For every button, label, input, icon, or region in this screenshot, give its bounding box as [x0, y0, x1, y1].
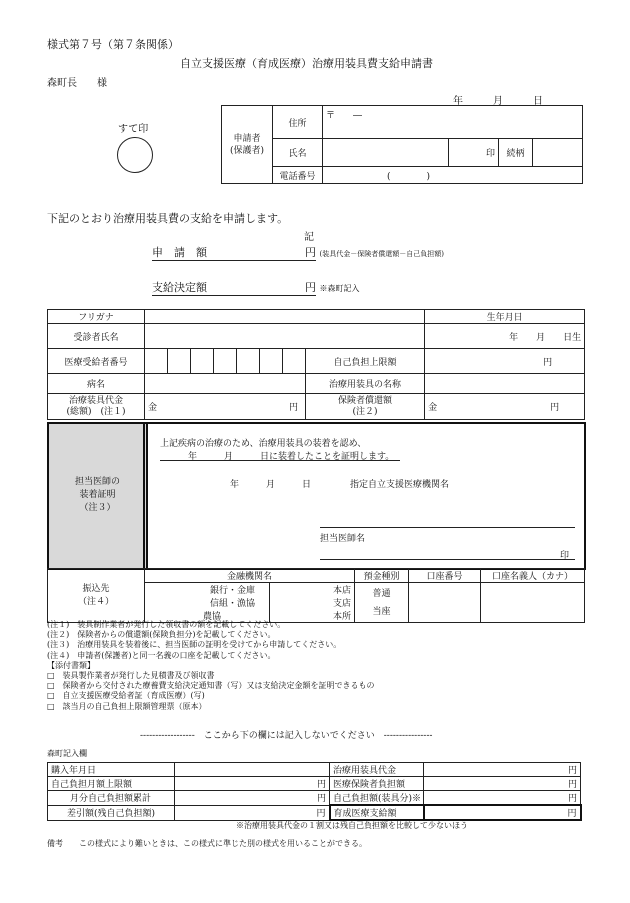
device-cost-kin: 金	[148, 403, 158, 413]
decided-amount-unit: 円	[305, 281, 316, 294]
attachment-item[interactable]: □ 自立支援医療受給者証（育成医療）(写)	[47, 691, 205, 701]
bank-branch-row3[interactable]: 本所	[270, 609, 355, 623]
bank-table	[47, 568, 585, 623]
stamp-circle[interactable]	[117, 137, 153, 173]
phone-label: 電話番号	[273, 167, 323, 184]
monthly-total-field[interactable]: 円	[175, 791, 330, 806]
address-label: 住所	[273, 106, 323, 139]
recipient-digit[interactable]	[168, 349, 191, 374]
disease-field[interactable]	[145, 374, 306, 394]
bank-type-toza[interactable]: 当座	[372, 606, 391, 617]
cert-date[interactable]: 年 月 日	[230, 480, 312, 490]
office-device-cost-field[interactable]: 円	[424, 763, 581, 777]
application-date[interactable]: 年 月 日	[453, 96, 543, 107]
recipient-digit[interactable]	[260, 349, 283, 374]
address-field[interactable]	[323, 106, 583, 139]
insurer-refund-kin: 金	[428, 403, 438, 413]
recipient-number-label: 医療受給者番号	[48, 349, 145, 374]
note-4: (注４) 申請者(保護者)と同一名義の口座を記載してください。	[47, 650, 276, 660]
name-label: 氏名	[273, 139, 323, 167]
phone-field[interactable]	[323, 167, 583, 184]
bank-label: 振込先 （注４）	[48, 569, 145, 623]
attachment-item[interactable]: □ 保険者から交付された療養費支給決定通知書（写）又は支給決定金額を証明できるもの	[47, 681, 375, 691]
request-amount-row	[152, 244, 444, 261]
office-copay-limit-field[interactable]: 円	[175, 777, 330, 791]
attachment-item[interactable]: □ 装具製作業者が発行した見積書及び領収書	[47, 671, 215, 681]
birthdate-label: 生年月日	[425, 310, 585, 324]
recipient-digit[interactable]	[283, 349, 306, 374]
birthdate-field[interactable]: 年 月 日生	[425, 324, 585, 349]
bank-account-header: 口座番号	[409, 569, 481, 583]
patient-name-field[interactable]	[145, 324, 425, 349]
bank-inst-row1[interactable]: 銀行・金庫	[145, 583, 270, 597]
bank-inst-row2[interactable]: 信組・漁協	[145, 596, 270, 609]
institution-label: 指定自立支援医療機関名	[350, 480, 450, 490]
doctor-cert-text1: 上記疾病の治療のため、治療用装具の装着を認め、	[160, 439, 367, 449]
addressee: 森町長 様	[47, 78, 107, 89]
note-2: (注２) 保険者からの償還額(保険負担分)を記載してください。	[47, 630, 276, 640]
doctor-cert-label-box	[47, 422, 148, 570]
postal-mark: 〒 ―	[326, 111, 363, 121]
page-title: 自立支援医療（育成医療）治療用装具費支給申請書	[180, 57, 433, 70]
patient-name-label: 受診者氏名	[48, 324, 145, 349]
purchase-date-field[interactable]	[175, 763, 330, 777]
request-amount-unit: 円	[305, 246, 316, 259]
device-name-label: 治療用装具の名称	[306, 374, 425, 394]
separator-line: ------------------ ここから下の欄には記入しないでください ----------------	[140, 731, 433, 741]
doctor-cert-text2: 年 月 日に装着したことを証明します。	[188, 452, 395, 462]
request-amount-field[interactable]	[152, 244, 316, 261]
device-cost-yen: 円	[288, 403, 298, 413]
request-amount-note: (装具代金－保険者償還額－自己負担額)	[319, 250, 444, 258]
bank-type-cell[interactable]	[355, 583, 409, 623]
insurer-refund-yen: 円	[550, 403, 560, 413]
phone-value: ( )	[387, 171, 431, 182]
decided-amount-note: ※森町記入	[319, 284, 360, 293]
note-3: (注３) 治療用装具を装着後に、担当医師の証明を受けてから申請してください。	[47, 640, 342, 650]
self-burden-label: 自己負担額(装具分)※	[330, 791, 424, 806]
remarks: 備考 この様式により難いときは、この様式に準じた別の様式を用いることができる。	[47, 839, 367, 848]
furigana-label: フリガナ	[48, 310, 145, 324]
insurer-burden-label: 医療保険者負担額	[330, 777, 424, 791]
intro-text: 下記のとおり治療用装具費の支給を申請します。	[47, 212, 289, 225]
monthly-total-label: 月分自己負担額累計	[48, 791, 175, 806]
insurer-refund-field[interactable]	[425, 394, 585, 420]
doctor-cert-box[interactable]	[143, 422, 586, 570]
applicant-label: 申請者 (保護者)	[222, 106, 273, 184]
bank-type-header: 預金種別	[355, 569, 409, 583]
footnote: ※治療用装具代金の１割又は残自己負担額を比較して少ないほう	[236, 821, 468, 830]
doctor-name-line	[320, 559, 575, 560]
applicant-table	[221, 105, 583, 184]
doctor-cert-label: 担当医師の 装着証明 （注３）	[74, 477, 120, 513]
payment-label: 育成医療支給額	[330, 805, 424, 820]
decided-amount-row	[152, 279, 360, 296]
bank-holder-header: 口座名義人（カナ）	[481, 569, 585, 583]
doctor-seal: 印	[560, 551, 570, 561]
decided-amount-label: 支給決定額	[152, 281, 207, 294]
name-field[interactable]	[323, 139, 449, 167]
bank-type-futsu[interactable]: 普通	[372, 588, 391, 599]
self-burden-field[interactable]: 円	[424, 791, 581, 806]
ki-label: 記	[304, 232, 314, 243]
bank-account-field[interactable]	[409, 583, 481, 623]
payment-field[interactable]: 円	[424, 805, 581, 820]
bank-branch-row2[interactable]: 支店	[270, 596, 355, 609]
recipient-digit[interactable]	[191, 349, 214, 374]
recipient-digit[interactable]	[237, 349, 260, 374]
doctor-name-label: 担当医師名	[320, 534, 366, 544]
office-copay-limit-label: 自己負担月額上限額	[48, 777, 175, 791]
attachment-item[interactable]: □ 該当月の自己負担上限額管理票（原本）	[47, 701, 207, 711]
disease-label: 病名	[48, 374, 145, 394]
purchase-date-label: 購入年月日	[48, 763, 175, 777]
request-amount-label: 申 請 額	[152, 246, 207, 259]
bank-inst-row3[interactable]: 農協	[145, 609, 270, 623]
recipient-digit[interactable]	[214, 349, 237, 374]
notes-section	[47, 620, 375, 712]
device-cost-label: 治療装具代金 (総額) (注１)	[48, 394, 145, 420]
bank-holder-field[interactable]	[481, 583, 585, 623]
institution-line	[320, 527, 575, 528]
main-table	[47, 309, 585, 420]
stamp-label: すて印	[118, 124, 149, 135]
recipient-digit[interactable]	[145, 349, 168, 374]
office-use-label: 森町記入欄	[47, 749, 87, 758]
decided-amount-field[interactable]	[152, 279, 316, 296]
office-device-cost-label: 治療用装具代金	[330, 763, 424, 777]
insurer-refund-label: 保険者償還額 (注２)	[306, 394, 425, 420]
attachments-heading: 【添付書類】	[47, 660, 95, 670]
insurer-burden-field[interactable]: 円	[424, 777, 581, 791]
relation-field[interactable]	[533, 139, 583, 167]
furigana-field[interactable]	[145, 310, 425, 324]
doctor-cert-underline	[160, 460, 400, 461]
copay-limit-field[interactable]: 円	[425, 349, 585, 374]
difference-field[interactable]: 円	[175, 805, 330, 820]
bank-inst-header: 金融機関名	[145, 569, 355, 583]
bank-branch-row1[interactable]: 本店	[270, 583, 355, 597]
office-table	[47, 762, 582, 821]
relation-label: 続柄	[499, 139, 533, 167]
difference-label: 差引額(残自己負担額)	[48, 805, 175, 820]
name-seal: 印	[449, 139, 499, 167]
note-1: (注１) 装具制作業者が発行した領収書の額を記載してください。	[47, 620, 286, 629]
form-number: 様式第７号（第７条関係）	[47, 38, 179, 51]
device-name-field[interactable]	[425, 374, 585, 394]
device-cost-field[interactable]	[145, 394, 306, 420]
copay-limit-label: 自己負担上限額	[306, 349, 425, 374]
